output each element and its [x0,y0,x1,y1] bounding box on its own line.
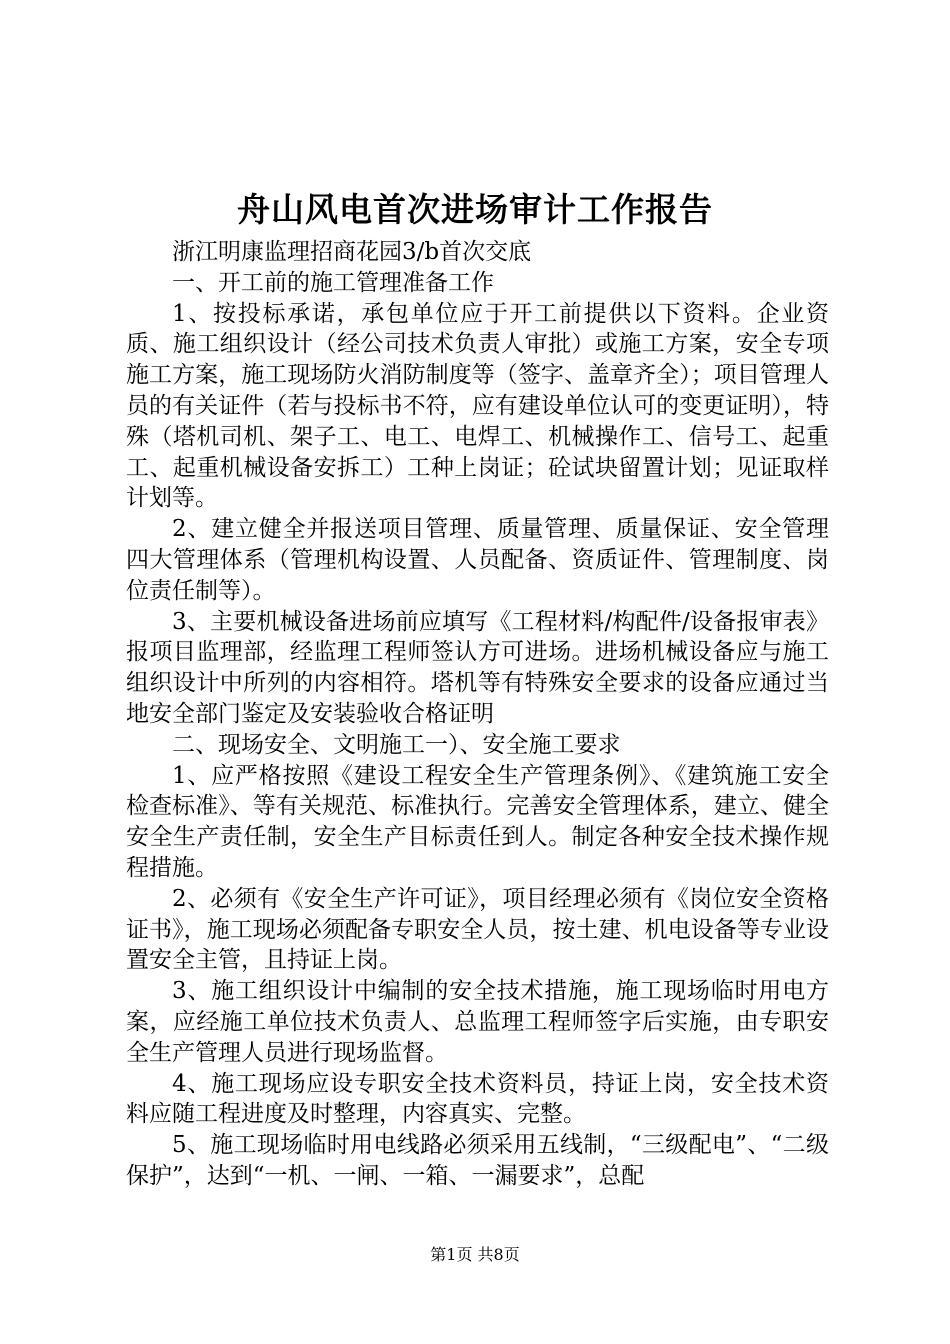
paragraph: 3、主要机械设备进场前应填写《工程材料/构配件/设备报审表》报项目监理部，经监理工程师签认方可进场。进场机械设备应与施工组织设计中所列的内容相符。塔机等有特殊安全要求的设备应通过当地安全部门鉴定及安装验收合格证明 [126,608,829,727]
paragraph: 2、必须有《安全生产许可证》，项目经理必须有《岗位安全资格证书》，施工现场必须配备专职安全人员，按土建、机电设备等专业设置安全主管，且持证上岗。 [126,885,829,974]
paragraph: 2、建立健全并报送项目管理、质量管理、质量保证、安全管理四大管理体系（管理机构设置、人员配备、资质证件、管理制度、岗位责任制等）。 [126,516,829,604]
document-title: 舟山风电首次进场审计工作报告 [237,190,713,229]
paragraph: 1、应严格按照《建设工程安全生产管理条例》、《建筑施工安全检查标准》、等有关规范、标准执行。完善安全管理体系，建立、健全安全生产责任制，安全生产目标责任到人。制定各种安全技术操作规程措施。 [126,762,829,881]
paragraph: 浙江明康监理招商花园3/b首次交底 [172,239,532,265]
paragraph: 一、开工前的施工管理准备工作 [172,269,494,296]
paragraph: 3、施工组织设计中编制的安全技术措施，施工现场临时用电方案，应经施工单位技术负责人、总监理工程师签字后实施，由专职安全生产管理人员进行现场监督。 [126,978,829,1066]
paragraph: 二、现场安全、文明施工一）、安全施工要求 [172,731,621,758]
document-body [126,237,829,1192]
paragraph: 4、施工现场应设专职安全技术资料员，持证上岗，安全技术资料应随工程进度及时整理，内容真实、完整。 [126,1070,829,1128]
paragraph: 5、施工现场临时用电线路必须采用五线制，“三级配电”、“二级保护”，达到“一机、一闸、一箱、一漏要求”，总配 [126,1132,829,1189]
page-footer: 第1页 共8页 [430,1245,520,1264]
paragraph: 1、按投标承诺，承包单位应于开工前提供以下资料。企业资质、施工组织设计（经公司技术负责人审批）或施工方案，安全专项施工方案，施工现场防火消防制度等（签字、盖章齐全）；项目管理人员的有关证件（若与投标书不符，应有建设单位认可的变更证明），特殊（塔机司机、架子工、电工、电焊工、机械操作工、信号工、起重工、起重机械设备安拆工）工种上岗证；砼试块留置计划；见证取样计划等。 [126,300,829,512]
